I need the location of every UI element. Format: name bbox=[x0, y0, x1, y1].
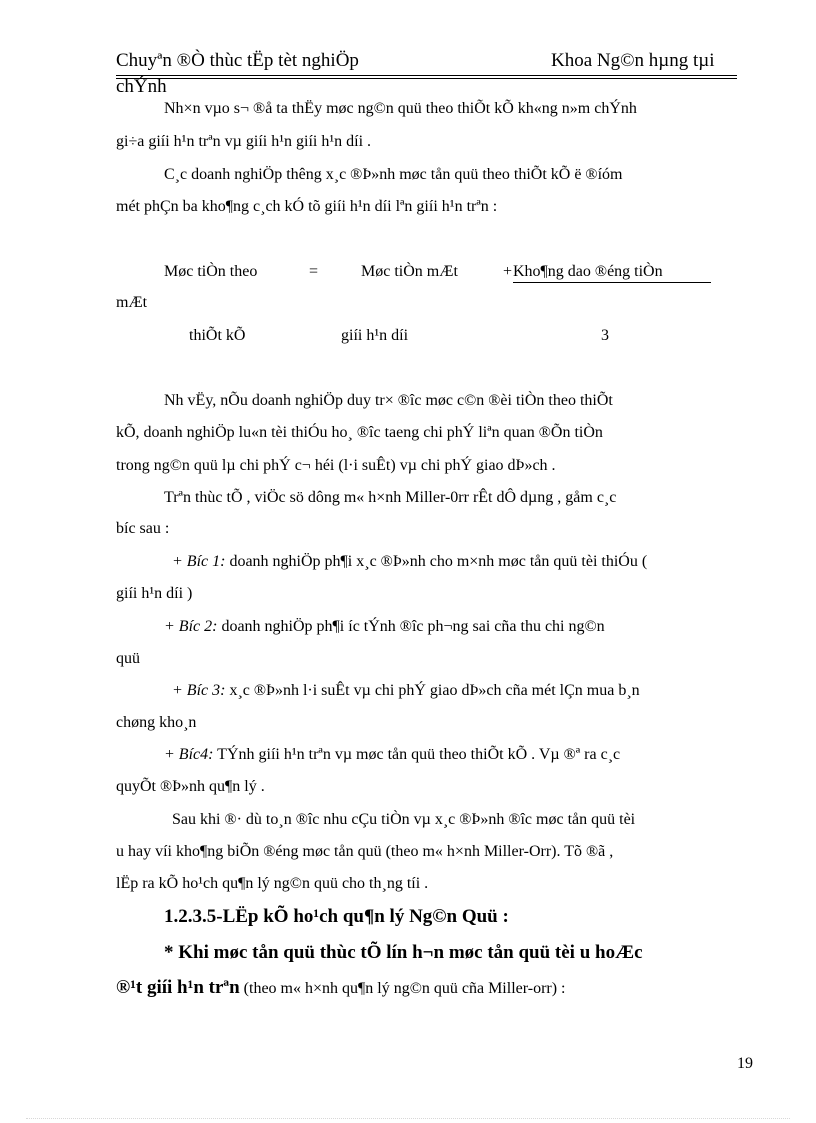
page-number: 19 bbox=[737, 1055, 753, 1072]
formula-mid-bottom: giíi h¹n díi bbox=[341, 327, 409, 344]
bold-statement-bold: ®¹t giíi h¹n trªn bbox=[116, 977, 240, 998]
paragraph-line: Sau khi ®· dù to¸n ®îc nhu cÇu tiÒn vµ x¸c ®Þ»nh ®îc møc tån quü tèi bbox=[172, 811, 636, 828]
formula-denominator: 3 bbox=[601, 327, 609, 344]
paragraph-line: Nh vËy, nÕu doanh nghiÖp duy tr× ®îc møc c©n ®èi tiÒn theo thiÕt bbox=[164, 392, 613, 409]
header-wrap-text: chÝnh bbox=[116, 76, 167, 97]
paragraph-line: kÕ, doanh nghiÖp lu«n tèi thiÓu ho¸ ®îc taeng chi phÝ liªn quan ®Õn tiÒn bbox=[116, 424, 603, 441]
paragraph-line: gi÷a giíi h¹n trªn vµ giíi h¹n giíi h¹n díi . bbox=[116, 133, 372, 150]
formula-left-top: Møc tiÒn theo bbox=[164, 263, 258, 280]
bold-statement-note: (theo m« h×nh qu¶n lý ng©n quü cña Miller-orr) : bbox=[239, 980, 566, 997]
header-right-title: Khoa Ng©n hµng tµi bbox=[551, 50, 715, 71]
step-3-text: x¸c ®Þ»nh l·i suÊt vµ chi phÝ giao dÞ»ch cña mét lÇn mua b¸n bbox=[225, 682, 640, 699]
formula-left-bottom: thiÕt kÕ bbox=[189, 327, 246, 344]
step-3 bbox=[172, 681, 640, 701]
step-2 bbox=[164, 617, 605, 637]
bold-statement-continuation bbox=[116, 977, 566, 999]
paragraph-line: Nh×n vµo s¬ ®å ta thËy møc ng©n quü theo thiÕt kÕ kh«ng n»m chÝnh bbox=[164, 100, 637, 117]
step-2-label: + Bíc 2: bbox=[164, 618, 218, 635]
paragraph-line: chøng kho¸n bbox=[116, 714, 197, 731]
step-4-label: + Bíc4: bbox=[164, 746, 214, 763]
step-2-text: doanh nghiÖp ph¶i íc tÝnh ®îc ph¬ng sai cña thu chi ng©n bbox=[217, 618, 605, 635]
step-4 bbox=[164, 745, 620, 765]
step-1 bbox=[172, 552, 647, 572]
paragraph-line: mét phÇn ba kho¶ng c¸ch kÓ tõ giíi h¹n díi lªn giíi h¹n trªn : bbox=[116, 198, 498, 215]
paragraph-line: quyÕt ®Þ»nh qu¶n lý . bbox=[116, 778, 265, 795]
bold-statement-line: * Khi møc tån quü thùc tÕ lín h¬n møc tån quü tèi u hoÆc bbox=[164, 942, 643, 963]
step-3-label: + Bíc 3: bbox=[172, 682, 226, 699]
paragraph-line: lËp ra kÕ ho¹ch qu¶n lý ng©n quü cho th¸ng tíi . bbox=[116, 875, 429, 892]
paragraph-line: trong ng©n quü lµ chi phÝ c¬ héi (l·i suÊt) vµ chi phÝ giao dÞ»ch . bbox=[116, 457, 556, 474]
page-bottom-dotted-line bbox=[26, 1118, 790, 1119]
header-left-title: Chuyªn ®Ò thùc tËp tèt nghiÖp bbox=[116, 50, 359, 71]
formula-continuation: mÆt bbox=[116, 294, 148, 311]
header-rule-top bbox=[116, 75, 737, 76]
formula-fraction-line: Kho¶ng dao ®éng tiÒn bbox=[513, 262, 711, 283]
paragraph-line: quü bbox=[116, 650, 140, 667]
formula-mid-top: Møc tiÒn mÆt bbox=[361, 263, 458, 280]
paragraph-line: C¸c doanh nghiÖp thêng x¸c ®Þ»nh møc tån quü theo thiÕt kÕ ë ®íóm bbox=[164, 166, 623, 183]
step-1-label: + Bíc 1: bbox=[172, 553, 226, 570]
paragraph-line: u hay víi kho¶ng biÕn ®éng møc tån quü (theo m« h×nh Miller-Orr). Tõ ®ã , bbox=[116, 843, 614, 860]
paragraph-line: bíc sau : bbox=[116, 520, 170, 537]
step-4-text: TÝnh giíi h¹n trªn vµ møc tån quü theo thiÕt kÕ . Vµ ®ª ra c¸c bbox=[213, 746, 621, 763]
formula-numerator bbox=[513, 262, 711, 283]
formula-equals: = bbox=[309, 263, 319, 280]
step-1-text: doanh nghiÖp ph¶i x¸c ®Þ»nh cho m×nh møc tån quü tèi thiÓu ( bbox=[225, 553, 648, 570]
paragraph-line: giíi h¹n díi ) bbox=[116, 585, 193, 602]
section-heading: 1.2.3.5-LËp kÕ ho¹ch qu¶n lý Ng©n Quü : bbox=[164, 906, 509, 927]
formula-plus: + bbox=[503, 263, 513, 280]
paragraph-line: Trªn thùc tÕ , viÖc sö dông m« h×nh Miller-0rr rÊt dÔ dµng , gåm c¸c bbox=[164, 489, 617, 506]
header-rule-bottom bbox=[116, 78, 737, 79]
